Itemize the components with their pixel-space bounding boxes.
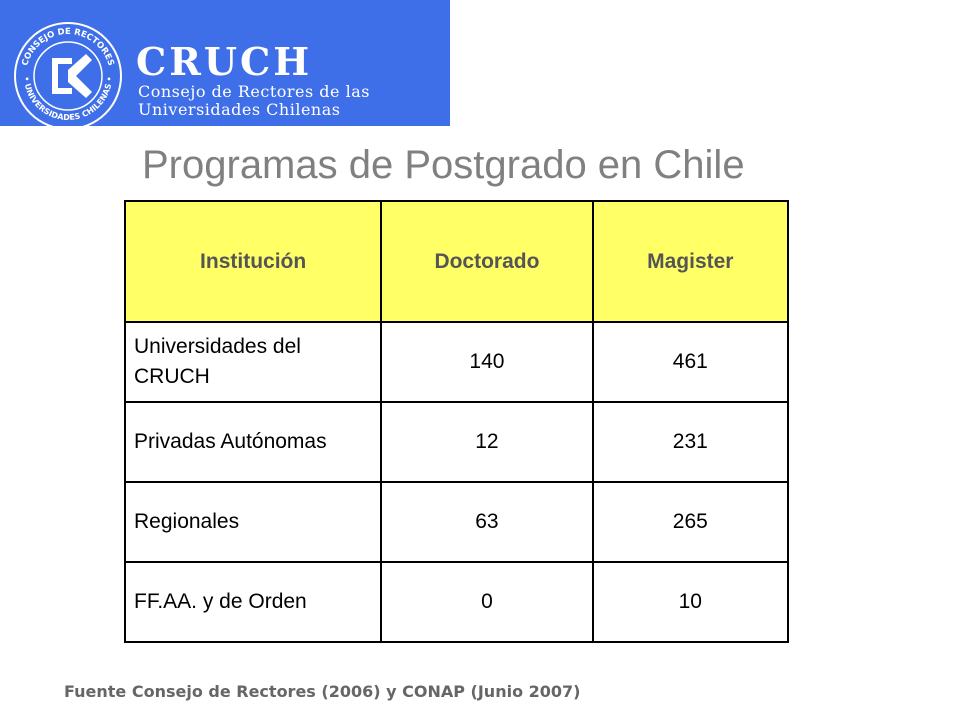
- cell-institucion: Privadas Autónomas: [125, 402, 381, 482]
- brand-subtitle-line2: Universidades Chilenas: [138, 100, 341, 119]
- cell-magister: 461: [593, 322, 788, 402]
- table-row: [125, 482, 788, 562]
- cell-institucion: Universidades del CRUCH: [125, 322, 381, 402]
- cell-magister: 231: [593, 402, 788, 482]
- cruch-seal-logo: [12, 20, 124, 132]
- table-row: [125, 402, 788, 482]
- cell-magister: 10: [593, 562, 788, 642]
- cell-institucion: FF.AA. y de Orden: [125, 562, 381, 642]
- cell-doctorado: 140: [381, 322, 592, 402]
- table-row: [125, 322, 788, 402]
- column-header-institucion: Institución: [125, 201, 381, 322]
- svg-text:CONSEJO DE RECTORES: CONSEJO DE RECTORES: [20, 26, 116, 68]
- header-banner: [0, 0, 450, 126]
- source-note: Fuente Consejo de Rectores (2006) y CONAP (Junio 2007): [64, 682, 581, 701]
- brand-subtitle: [138, 83, 370, 119]
- cell-doctorado: 12: [381, 402, 592, 482]
- cell-doctorado: 0: [381, 562, 592, 642]
- cell-doctorado: 63: [381, 482, 592, 562]
- brand-subtitle-line1: Consejo de Rectores de las: [138, 82, 370, 101]
- column-header-doctorado: Doctorado: [381, 201, 592, 322]
- table-row: [125, 562, 788, 642]
- column-header-magister: Magister: [593, 201, 788, 322]
- table-header-row: [125, 201, 788, 322]
- brand-name: CRUCH: [136, 39, 313, 84]
- postgrado-table: [124, 200, 789, 643]
- cell-magister: 265: [593, 482, 788, 562]
- svg-text:• UNIVERSIDADES CHILENAS •: • UNIVERSIDADES CHILENAS •: [21, 75, 115, 123]
- page-title: Programas de Postgrado en Chile: [142, 143, 745, 187]
- cell-institucion: Regionales: [125, 482, 381, 562]
